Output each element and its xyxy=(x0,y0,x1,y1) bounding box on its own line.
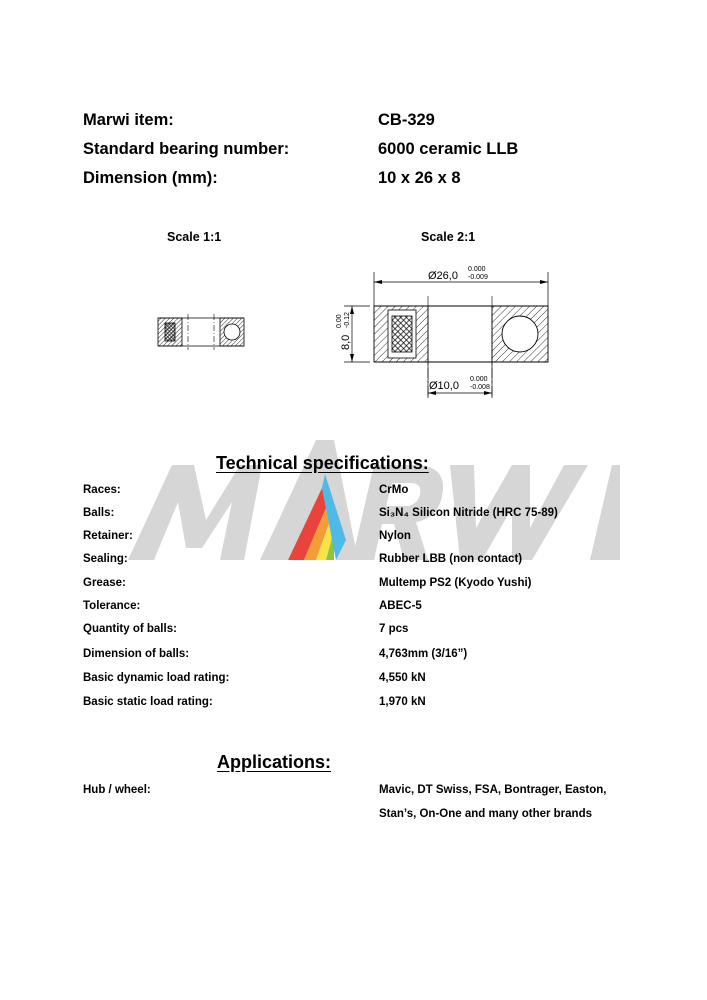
dim-width-text: 8,0 xyxy=(340,334,352,350)
scale-2-1-label: Scale 2:1 xyxy=(421,230,476,244)
applications-title: Applications: xyxy=(217,752,332,772)
spec-value-grease: Multemp PS2 (Kyodo Yushi) xyxy=(379,577,532,589)
spec-label-balls: Balls: xyxy=(83,507,115,519)
spec-value-quantity-of-balls: 7 pcs xyxy=(379,623,409,635)
watermark-letter-i xyxy=(590,465,620,560)
dim-inner-text: Ø10,0 xyxy=(429,380,459,392)
scale-1-1-label: Scale 1:1 xyxy=(167,230,222,244)
spec-label-dimension-of-balls: Dimension of balls: xyxy=(83,648,190,660)
spec-label-tolerance: Tolerance: xyxy=(83,600,141,612)
marwi-item-value: CB-329 xyxy=(378,111,435,129)
application-line-2: Stan’s, On-One and many other brands xyxy=(379,808,592,820)
spec-value-dynamic-load: 4,550 kN xyxy=(379,672,426,684)
spec-value-tolerance: ABEC-5 xyxy=(379,600,422,612)
dim-outer-text: Ø26,0 xyxy=(428,270,458,282)
bearing-drawing-large xyxy=(330,258,560,403)
dim-inner-tol-upper: 0.000 xyxy=(470,376,488,383)
spec-value-dimension-of-balls: 4,763mm (3/16”) xyxy=(379,648,468,660)
spec-label-grease: Grease: xyxy=(83,577,126,589)
bearing-drawing-small xyxy=(150,312,250,352)
dim-width-tol-upper: 0.00 xyxy=(336,314,343,328)
dim-inner-tol-lower: -0.008 xyxy=(470,384,490,391)
spec-value-races: CrMo xyxy=(379,484,409,496)
spec-label-races: Races: xyxy=(83,484,121,496)
marwi-item-label: Marwi item: xyxy=(83,111,174,129)
application-label-hub-wheel: Hub / wheel: xyxy=(83,784,151,796)
dim-width-tol-lower: -0.12 xyxy=(344,312,351,328)
application-line-1: Mavic, DT Swiss, FSA, Bontrager, Easton, xyxy=(379,784,607,796)
spec-value-balls: Si₃N₄ Silicon Nitride (HRC 75-89) xyxy=(379,507,558,519)
spec-value-static-load: 1,970 kN xyxy=(379,696,426,708)
spec-label-static-load: Basic static load rating: xyxy=(83,696,213,708)
spec-label-sealing: Sealing: xyxy=(83,553,128,565)
spec-value-retainer: Nylon xyxy=(379,530,411,542)
spec-label-dynamic-load: Basic dynamic load rating: xyxy=(83,672,230,684)
spec-value-sealing: Rubber LBB (non contact) xyxy=(379,553,523,565)
spec-label-quantity-of-balls: Quantity of balls: xyxy=(83,623,177,635)
standard-bearing-value: 6000 ceramic LLB xyxy=(378,140,519,158)
dim-outer-tol-lower: -0.009 xyxy=(468,274,488,281)
dim-outer-tol-upper: 0.000 xyxy=(468,266,486,273)
dimension-value: 10 x 26 x 8 xyxy=(378,169,461,187)
technical-specs-title: Technical specifications: xyxy=(216,453,429,473)
dimension-label: Dimension (mm): xyxy=(83,169,218,187)
marwi-watermark-logo xyxy=(120,430,620,570)
watermark-letter-m xyxy=(128,465,262,560)
spec-label-retainer: Retainer: xyxy=(83,530,133,542)
standard-bearing-label: Standard bearing number: xyxy=(83,140,290,158)
